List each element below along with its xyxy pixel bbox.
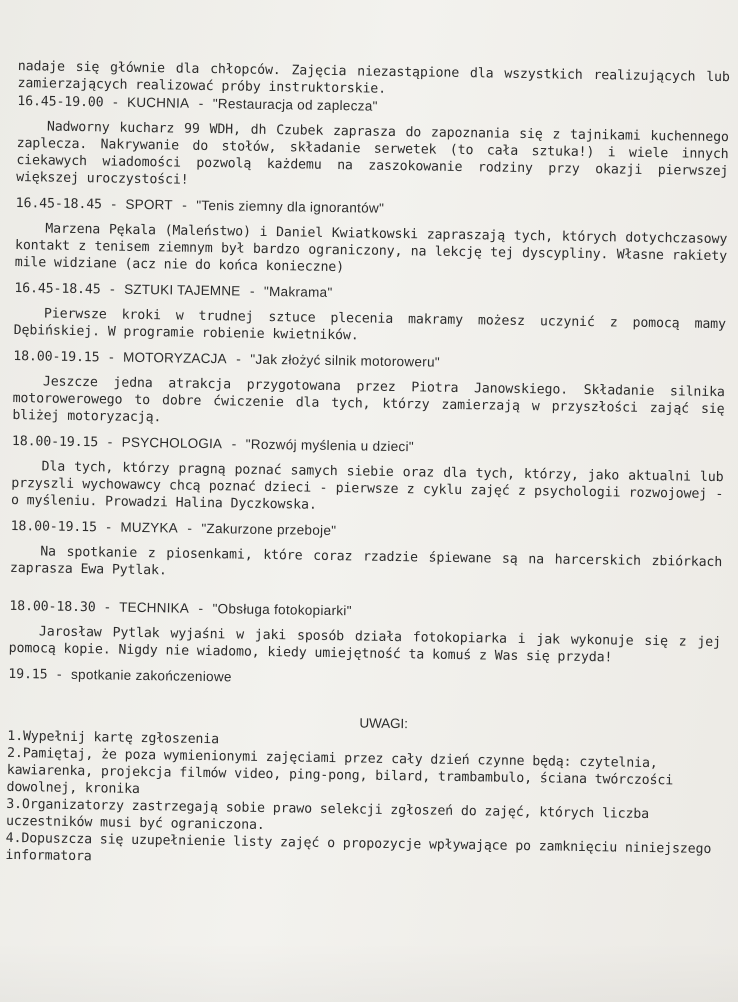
session-category: MUZYKA [120, 519, 178, 536]
note-item: 1.Wypełnij kartę zgłoszenia [7, 728, 220, 748]
session-category: PSYCHOLOGIA [121, 434, 223, 452]
session-heading-psychologia: 18.00-19.15 - PSYCHOLOGIA - "Rozwój myślenia u dzieci" [11, 433, 415, 455]
session-heading-technika: 18.00-18.30 - TECHNIKA - "Obsługa fotokopiarki" [9, 598, 352, 619]
session-title: "Jak złożyć silnik motoroweru" [250, 351, 441, 370]
session-heading-muzyka: 18.00-19.15 - MUZYKA - "Zakurzone przeboje" [10, 518, 337, 539]
note-item: 3.Organizatorzy zastrzegają sobie prawo selekcji zgłoszeń do zajęć, których liczba uczestników musi być ograniczona. [5, 796, 650, 833]
intro-continuation: nadaje się głównie dla chłopców. Zajęcia niezastąpione dla wszystkich realizujących lub zamierzających realizować próby instruktorskie. [17, 58, 730, 97]
session-time: 18.00-18.30 - [9, 598, 120, 616]
session-title: "Tenis ziemny dla ignorantów" [196, 197, 385, 216]
session-category: TECHNIKA [119, 599, 190, 616]
session-heading-kuchnia: 16.45-19.00 - KUCHNIA - "Restauracja od zaplecza" [17, 93, 378, 114]
session-category: KUCHNIA [126, 94, 190, 111]
page-shadow [0, 942, 738, 1002]
session-description-sport: Marzena Pękala (Maleństwo) i Daniel Kwiatkowski zapraszają tych, których dotychczasowy kontakt z tenisem ziemnym był bardzo ograniczony, na lekcję tej dyscypliny. Własne rakiety mile widziane (acz nie do końca konieczne) [14, 221, 728, 276]
note-item: 4.Dopuszcza się uzupełnienie listy zajęć o propozycje wpływające po zamknięciu niniejszego informatora [5, 830, 712, 865]
session-time: 16.45-19.00 - [17, 93, 128, 111]
document-body [5, 58, 730, 875]
note-item: 2.Pamiętaj, że poza wymienionymi zajęciami przez cały dzień czynne będą: czytelnia, kawiarenka, projekcja filmów video, ping-pong, bilard, trambambulo, ściana twórczości dowolnej, kronika [6, 745, 674, 798]
session-description-motoryzacja: Jeszcze jedna atrakcja przygotowana przez Piotra Janowskiego. Składanie silnika motorowerowego to dobre ćwiczenie dla tych, którzy zamierzają w przyszłości zająć się bliżej motoryzacją. [12, 374, 725, 426]
session-time: 18.00-19.15 - [11, 433, 122, 451]
session-category: SPORT [125, 196, 173, 213]
notes-title: UWAGI: [359, 715, 408, 732]
session-title: "Rozwój myślenia u dzieci" [245, 436, 415, 455]
session-heading-motoryzacja: 18.00-19.15 - MOTORYZACJA - "Jak złożyć silnik motoroweru" [13, 348, 441, 370]
session-category: MOTORYZACJA [122, 349, 227, 367]
closing-label: spotkanie zakończeniowe [70, 666, 232, 685]
session-title: "Restauracja od zaplecza" [212, 96, 378, 114]
session-description-psychologia: Dla tych, którzy pragną poznać samych siebie oraz dla tych, którzy, jako aktualni lub przyszli wychowawcy chcą poznać dzieci - pierwsze z cyklu zajęć z psychologii rozwojowej - o myśleniu. Prowadzi Halina Dyczkowska. [10, 459, 724, 513]
session-category: SZTUKI TAJEMNE [124, 281, 241, 299]
session-time: 18.00-19.15 - [10, 518, 121, 536]
session-heading-sztuki-tajemne: 16.45-18.45 - SZTUKI TAJEMNE - "Makrama" [14, 280, 333, 300]
session-description-sztuki-tajemne: Pierwsze kroki w trudnej sztuce plecenia makramy możesz uczynić z pomocą mamy Dębińskiej. W programie robienie kwietników. [13, 306, 727, 344]
session-title: "Zakurzone przeboje" [201, 520, 337, 539]
session-title: "Obsługa fotokopiarki" [212, 601, 352, 619]
closing-time: 19.15 - [8, 666, 72, 683]
session-title: "Makrama" [263, 283, 333, 300]
session-description-kuchnia: Nadworny kucharz 99 WDH, dh Czubek zaprasza do zapoznania się z tajnikami kuchennego zaplecza. Nakrywanie do stołów, składanie serwetek (to cała sztuka!) i wiele innych ciekawych wiadomości pozwolą każdemu na zaszokowanie rodziny przy okazji pierwszej większej uroczystości! [16, 119, 729, 188]
session-time: 18.00-19.15 - [13, 348, 124, 366]
session-time: 16.45-18.45 - [15, 195, 126, 213]
session-description-technika: Jarosław Pytlak wyjaśni w jaki sposób działa fotokopiarka i jak wykonuje się z jej pomocą kopie. Nigdy nie wiadomo, kiedy umiejętność ta komuś z Was się przyda! [8, 624, 722, 666]
session-heading-sport: 16.45-18.45 - SPORT - "Tenis ziemny dla ignorantów" [15, 195, 385, 216]
session-time: 16.45-18.45 - [14, 280, 125, 298]
session-description-muzyka: Na spotkanie z piosenkami, które coraz rzadzie śpiewane są na harcerskich zbiórkach zaprasza Ewa Pytlak. [9, 544, 723, 579]
